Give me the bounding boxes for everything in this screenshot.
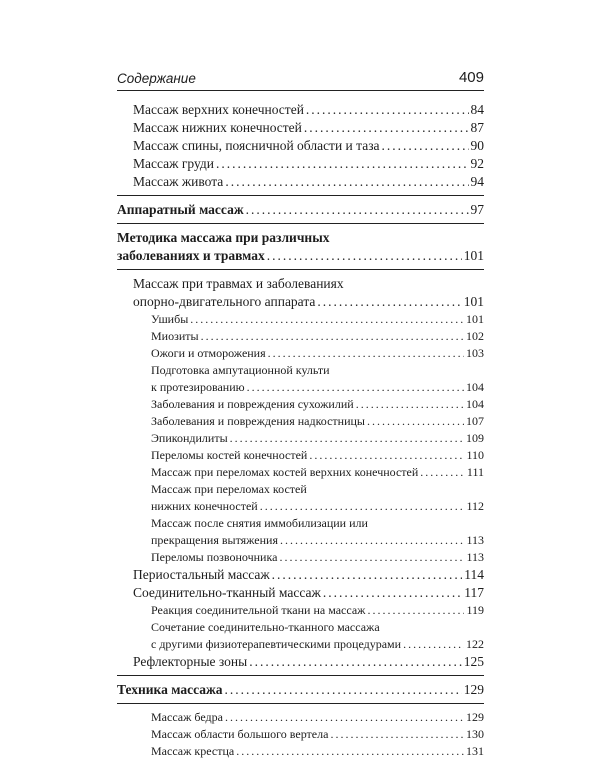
- dot-leader: [382, 137, 469, 155]
- toc-subentry: [117, 464, 484, 481]
- toc-subentry-title: Реакция соединительной ткани на массаж: [151, 603, 366, 617]
- toc-section: [117, 681, 484, 699]
- dot-leader: [249, 653, 462, 671]
- dot-leader: [367, 602, 464, 619]
- toc-subentry: [117, 430, 484, 447]
- toc-entry-page: 112: [466, 499, 484, 513]
- dot-leader: [330, 726, 464, 743]
- toc-entry-title-line: Массаж при травмах и заболеваниях: [133, 276, 344, 291]
- dot-leader: [201, 328, 464, 345]
- toc-entry-page: 92: [470, 156, 484, 171]
- toc-entry-page: 129: [463, 682, 484, 697]
- dot-leader: [246, 201, 469, 219]
- running-header: [117, 64, 484, 91]
- section-divider: [117, 223, 484, 224]
- dot-leader: [403, 636, 464, 653]
- toc-entry: [117, 584, 484, 602]
- toc-section-title-line: Методика массажа при различных: [117, 230, 330, 245]
- toc-entry-page: 90: [470, 138, 484, 153]
- section-divider: [117, 195, 484, 196]
- toc-entry-page: 87: [470, 120, 484, 135]
- dot-leader: [216, 155, 469, 173]
- toc-entry: [117, 155, 484, 173]
- toc-entry-page: 122: [466, 637, 484, 651]
- toc-subentry-title-line: Подготовка ампутационной культи: [151, 363, 330, 377]
- toc-entry-page: 104: [466, 397, 484, 411]
- toc-subentry: [117, 328, 484, 345]
- toc-subentry-title: Переломы костей конечностей: [151, 448, 308, 462]
- toc-entry-page: 110: [466, 448, 484, 462]
- toc-entry-title: Рефлекторные зоны: [133, 654, 248, 669]
- toc-entry-page: 102: [466, 329, 484, 343]
- dot-leader: [356, 396, 464, 413]
- toc-subentry: [117, 396, 484, 413]
- toc-subentry: [117, 498, 484, 515]
- toc-subentry-title: Ушибы: [151, 312, 189, 326]
- toc-section-title: Техника массажа: [117, 682, 223, 697]
- toc-subentry-title: Заболевания и повреждения сухожилий: [151, 397, 354, 411]
- toc-entry-page: 113: [466, 550, 484, 564]
- page-number: 409: [458, 69, 484, 86]
- toc-entry: [117, 173, 484, 191]
- toc-entry: [117, 119, 484, 137]
- toc-entry-page: 130: [466, 727, 484, 741]
- section-divider: [117, 675, 484, 676]
- toc-entry-title: Соединительно-тканный массаж: [133, 585, 321, 600]
- dot-leader: [306, 101, 469, 119]
- dot-leader: [225, 681, 462, 699]
- toc-entry-page: 129: [466, 710, 484, 724]
- header-title: Содержание: [117, 71, 196, 86]
- toc-subentry: [117, 311, 484, 328]
- toc-entry-page: 131: [466, 744, 484, 758]
- toc-subentry: [117, 345, 484, 362]
- section-divider: [117, 703, 484, 704]
- dot-leader: [323, 584, 462, 602]
- toc-subentry-title: Заболевания и повреждения надкостницы: [151, 414, 365, 428]
- toc-entry: [117, 653, 484, 671]
- toc-entry-title: Массаж нижних конечностей: [133, 120, 302, 135]
- toc-entry-title: Периостальный массаж: [133, 567, 270, 582]
- toc-subentry: [117, 532, 484, 549]
- toc-entry-title: Массаж груди: [133, 156, 214, 171]
- toc-entry: [117, 293, 484, 311]
- toc-entry-title: Массаж верхних конечностей: [133, 102, 304, 117]
- toc-subentry: [117, 636, 484, 653]
- toc-entry-page: 113: [466, 533, 484, 547]
- toc-subentry: [117, 709, 484, 726]
- toc-subentry-title: Эпикондилиты: [151, 431, 228, 445]
- toc-entry-page: 101: [466, 312, 484, 326]
- dot-leader: [309, 447, 464, 464]
- dot-leader: [367, 413, 464, 430]
- toc-entry: [117, 101, 484, 119]
- toc-entry: [117, 566, 484, 584]
- toc-entry-title: опорно-двигательного аппарата: [133, 294, 316, 309]
- toc-subentry: [117, 726, 484, 743]
- toc-subentry-title: Ожоги и отморожения: [151, 346, 266, 360]
- toc-entry-page: 111: [466, 465, 484, 479]
- toc-subentry-title: прекращения вытяжения: [151, 533, 278, 547]
- toc-entry-page: 107: [466, 414, 484, 428]
- dot-leader: [280, 532, 464, 549]
- dot-leader: [230, 430, 464, 447]
- dot-leader: [190, 311, 464, 328]
- toc-subentry-title: с другими физиотерапевтическими процедурами: [151, 637, 402, 651]
- toc-entry-title: Массаж живота: [133, 174, 224, 189]
- dot-leader: [225, 173, 468, 191]
- dot-leader: [272, 566, 463, 584]
- table-of-contents: [117, 101, 484, 760]
- toc-subentry-title: Массаж крестца: [151, 744, 235, 758]
- toc-subentry-title: нижних конечностей: [151, 499, 258, 513]
- toc-entry-page: 101: [463, 248, 484, 263]
- toc-section-title: заболеваниях и травмах: [117, 248, 265, 263]
- toc-section: [117, 247, 484, 265]
- toc-subentry-title: к протезированию: [151, 380, 245, 394]
- toc-entry-page: 119: [466, 603, 484, 617]
- toc-section-title: Аппаратный массаж: [117, 202, 244, 217]
- dot-leader: [236, 743, 464, 760]
- toc-entry-page: 101: [463, 294, 484, 309]
- dot-leader: [317, 293, 461, 311]
- toc-subentry-title-line: Массаж после снятия иммобилизации или: [151, 516, 368, 530]
- section-divider: [117, 269, 484, 270]
- dot-leader: [225, 709, 464, 726]
- toc-entry-page: 97: [470, 202, 484, 217]
- toc-entry-page: 94: [470, 174, 484, 189]
- toc-subentry: [117, 549, 484, 566]
- dot-leader: [247, 379, 464, 396]
- toc-subentry: [117, 379, 484, 396]
- toc-entry-page: 103: [466, 346, 484, 360]
- dot-leader: [304, 119, 469, 137]
- toc-subentry-title: Массаж при переломах костей верхних конечностей: [151, 465, 419, 479]
- toc-entry-page: 114: [464, 567, 484, 582]
- toc-entry-page: 109: [466, 431, 484, 445]
- toc-subentry: [117, 743, 484, 760]
- toc-subentry-title: Миозиты: [151, 329, 199, 343]
- dot-leader: [267, 247, 462, 265]
- toc-subentry: [117, 413, 484, 430]
- toc-subentry: [117, 602, 484, 619]
- toc-entry: [117, 137, 484, 155]
- toc-subentry-title-line: Массаж при переломах костей: [151, 482, 307, 496]
- dot-leader: [420, 464, 465, 481]
- dot-leader: [260, 498, 465, 515]
- toc-entry-page: 117: [464, 585, 484, 600]
- toc-subentry-title-line: Сочетание соединительно-тканного массажа: [151, 620, 380, 634]
- toc-entry-page: 84: [470, 102, 484, 117]
- toc-subentry-title: Массаж области большого вертела: [151, 727, 329, 741]
- dot-leader: [268, 345, 464, 362]
- toc-subentry: [117, 447, 484, 464]
- toc-section: [117, 201, 484, 219]
- toc-subentry-title: Массаж бедра: [151, 710, 223, 724]
- toc-entry-page: 125: [463, 654, 484, 669]
- toc-entry-page: 104: [466, 380, 484, 394]
- dot-leader: [279, 549, 464, 566]
- toc-subentry-title: Переломы позвоночника: [151, 550, 278, 564]
- toc-entry-title: Массаж спины, поясничной области и таза: [133, 138, 380, 153]
